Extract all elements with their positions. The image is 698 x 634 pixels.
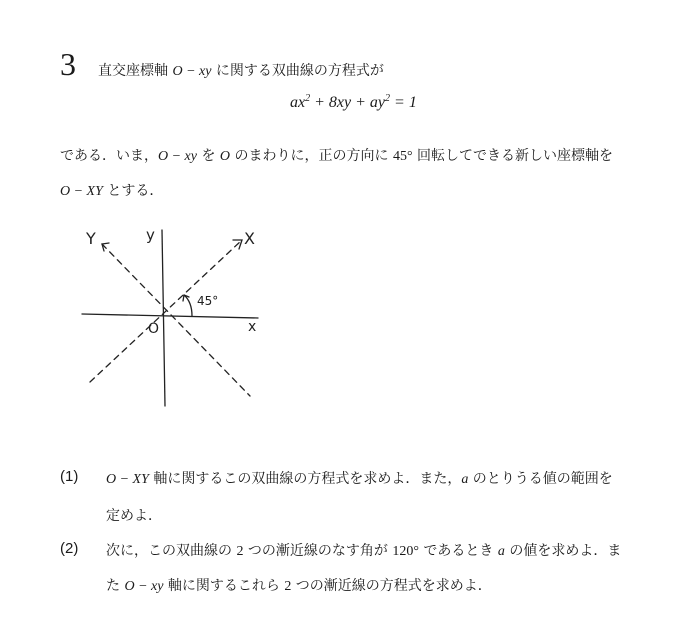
- q2-text-1: 次に，この双曲線の: [106, 543, 237, 559]
- q2-l2-text-1: た: [106, 578, 125, 594]
- s1-text-2: を: [197, 148, 220, 164]
- question-2-label: (2): [60, 540, 79, 557]
- label-O: O: [148, 321, 160, 337]
- q1-text-1: 軸に関するこの双曲線の方程式を求めよ．また，: [148, 471, 462, 487]
- intro-text-2: に関する双曲線の方程式が: [211, 63, 384, 79]
- q2-math-1: a: [497, 544, 505, 559]
- q2-l2-text-2: 軸に関するこれら: [163, 578, 285, 594]
- q1-math-2: a: [461, 472, 469, 487]
- q2-l2-text-3: つの漸近線の方程式を求めよ．: [291, 578, 492, 594]
- Y-axis-dashed: [102, 244, 250, 396]
- X-axis-dashed: [90, 240, 242, 382]
- question-1-line-2: 定めよ．: [106, 508, 162, 524]
- y-axis-line: [162, 230, 165, 406]
- label-x: x: [248, 319, 257, 335]
- angle-label: 45°: [197, 294, 219, 308]
- question-2-line-1: [106, 540, 621, 560]
- intro-axes-math: O − xy: [172, 64, 212, 79]
- question-2-line-2: [106, 575, 492, 595]
- s1-text-4: 回転してできる新しい座標軸を: [412, 148, 613, 164]
- rotated-axes-figure: [76, 222, 276, 412]
- question-1-line-1: [106, 468, 613, 488]
- sentence-1: [60, 145, 613, 165]
- eq-exp-1: 2: [305, 93, 311, 104]
- s1-text-1: である．いま，: [60, 148, 158, 164]
- label-X: X: [244, 229, 255, 248]
- eq-part-b: + 8xy + ay: [310, 94, 386, 111]
- question-1-label: (1): [60, 468, 79, 485]
- eq-part-a: ax: [290, 94, 306, 111]
- s1-math-1: O − xy: [158, 149, 197, 164]
- intro-text-1: 直交座標軸: [98, 63, 173, 79]
- q2-angle: 120°: [392, 544, 419, 559]
- intro-line: [98, 60, 384, 80]
- s2-text-1: とする．: [102, 183, 164, 199]
- s1-text-3: のまわりに，正の方向に: [230, 148, 393, 164]
- problem-number: 3: [60, 46, 76, 82]
- q2-text-2: つの漸近線のなす角が: [243, 543, 393, 559]
- q2-text-3: であるとき: [418, 543, 498, 559]
- s1-math-2: O: [219, 149, 231, 164]
- q1-math-1: O − XY: [106, 472, 149, 487]
- s1-angle: 45°: [392, 149, 413, 164]
- label-y: y: [146, 226, 155, 244]
- label-Y: Y: [86, 229, 96, 248]
- q1-text-2: のとりうる値の範囲を: [468, 471, 613, 487]
- sentence-2: [60, 180, 163, 200]
- eq-part-c: = 1: [390, 94, 417, 111]
- x-axis-line: [82, 314, 258, 318]
- q2-l2-num-1: 2: [284, 579, 292, 594]
- s2-math-1: O − XY: [60, 184, 103, 199]
- q2-l2-math-1: O − xy: [124, 579, 164, 594]
- q2-num-1: 2: [236, 544, 244, 559]
- angle-arc: [184, 295, 192, 316]
- q2-text-4: の値を求めよ．ま: [504, 543, 622, 559]
- eq-exp-2: 2: [385, 93, 391, 104]
- hyperbola-equation: [290, 94, 417, 112]
